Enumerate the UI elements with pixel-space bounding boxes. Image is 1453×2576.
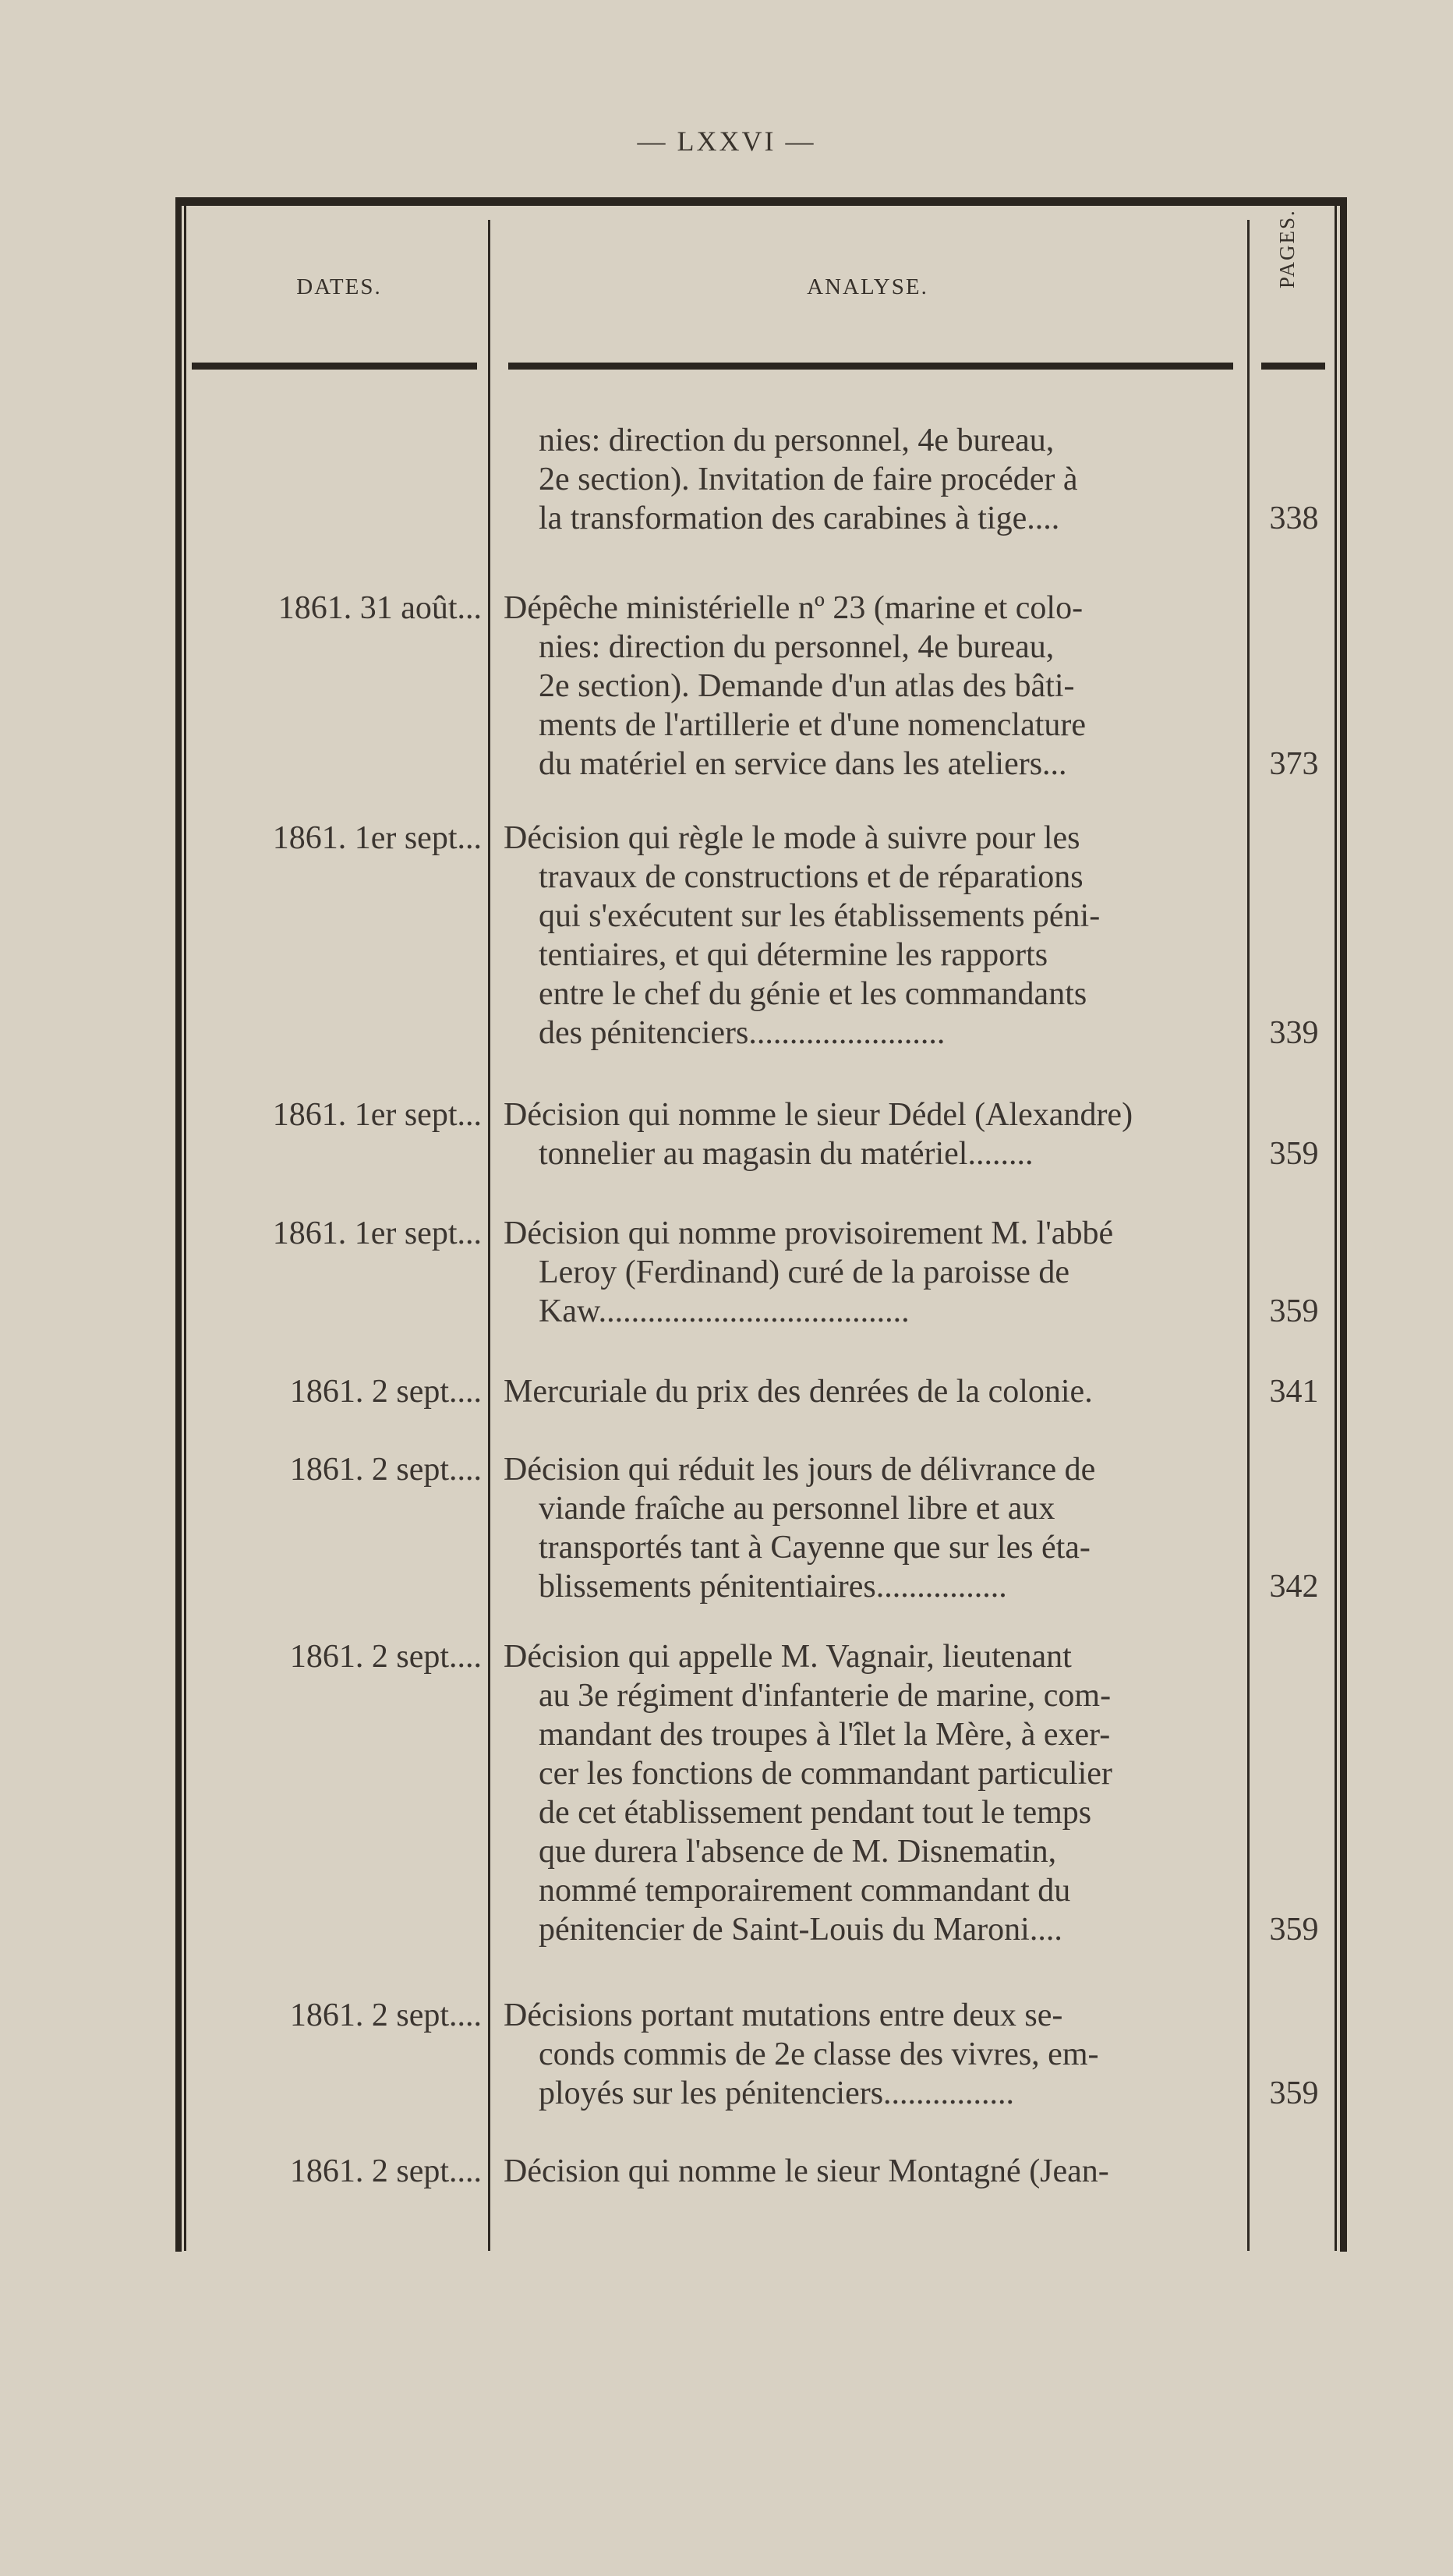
analysis-line: entre le chef du génie et les commandants — [539, 976, 1087, 1012]
page-header: — LXXVI — — [637, 126, 816, 157]
analysis-line: de cet établissement pendant tout le temps — [539, 1795, 1092, 1831]
header-rule-pages — [1261, 363, 1325, 370]
analysis-line: la transformation des carabines à tige.... — [539, 501, 1060, 536]
analysis-line: Décision qui appelle M. Vagnair, lieutenant — [504, 1639, 1072, 1675]
entry-date: 1861. 31 août... — [278, 590, 482, 626]
analysis-line: des pénitenciers........................ — [539, 1015, 946, 1051]
entry-analysis — [504, 819, 1239, 1053]
entry-page-number: 341 — [1269, 1374, 1319, 1410]
analysis-line: qui s'exécutent sur les établissements péni- — [539, 898, 1101, 934]
column-header-dates: DATES. — [296, 274, 382, 299]
entry-analysis — [504, 589, 1239, 784]
analysis-line: Leroy (Ferdinand) curé de la paroisse de — [539, 1254, 1070, 1290]
column-header-pages: PAGES. — [1275, 209, 1299, 288]
entry-analysis — [504, 1214, 1239, 1331]
analysis-line: viande fraîche au personnel libre et aux — [539, 1491, 1055, 1527]
header-rule-analyse — [508, 363, 1233, 370]
entry-page-number: 359 — [1269, 1912, 1319, 1948]
analysis-line: Décision qui nomme provisoirement M. l'abbé — [504, 1215, 1114, 1251]
analysis-line: Décisions portant mutations entre deux se- — [504, 1997, 1063, 2033]
entry-analysis — [504, 421, 1239, 538]
analysis-line: ments de l'artillerie et d'une nomenclature — [539, 707, 1087, 743]
entry-page-number: 373 — [1269, 746, 1319, 782]
analysis-line: ployés sur les pénitenciers................ — [539, 2075, 1015, 2111]
entry-page-number: 359 — [1269, 2075, 1319, 2111]
header-rule-dates — [192, 363, 477, 370]
analysis-line: transportés tant à Cayenne que sur les éta- — [539, 1530, 1091, 1566]
analysis-line: cer les fonctions de commandant particulier — [539, 1756, 1112, 1792]
analysis-line: au 3e régiment d'infanterie de marine, com- — [539, 1678, 1112, 1714]
analysis-line: Dépêche ministérielle nº 23 (marine et colo- — [504, 590, 1084, 626]
column-header-analyse: ANALYSE. — [807, 274, 928, 299]
entry-page-number: 339 — [1269, 1015, 1319, 1051]
analysis-line: Décision qui nomme le sieur Dédel (Alexandre) — [504, 1097, 1133, 1133]
entry-date: 1861. 2 sept.... — [289, 1452, 482, 1488]
entry-page-number: 359 — [1269, 1136, 1319, 1172]
frame-inner-right-rule — [1335, 204, 1337, 2251]
entry-analysis — [504, 1372, 1239, 1411]
entry-page-number: 359 — [1269, 1293, 1319, 1329]
entry-date: 1861. 2 sept.... — [289, 1374, 482, 1410]
analysis-line: Décision qui règle le mode à suivre pour les — [504, 820, 1080, 856]
analysis-line: que durera l'absence de M. Disnematin, — [539, 1834, 1057, 1870]
analysis-line: Décision qui nomme le sieur Montagné (Jean- — [504, 2153, 1109, 2189]
dates-column-divider — [488, 220, 490, 2251]
entry-analysis — [504, 1450, 1239, 1606]
entry-date: 1861. 1er sept... — [272, 1215, 482, 1251]
entry-page-number: 342 — [1269, 1569, 1319, 1605]
analysis-line: tentiaires, et qui détermine les rapports — [539, 937, 1048, 973]
analysis-line: Mercuriale du prix des denrées de la colonie. — [504, 1374, 1093, 1410]
analysis-line: nies: direction du personnel, 4e bureau, — [539, 423, 1055, 458]
entry-date: 1861. 1er sept... — [272, 1097, 482, 1133]
frame-inner-left-rule — [184, 204, 186, 2251]
analysis-line: nies: direction du personnel, 4e bureau, — [539, 629, 1055, 665]
analysis-line: 2e section). Invitation de faire procéder à — [539, 462, 1078, 497]
analysis-line: blissements pénitentiaires................ — [539, 1569, 1007, 1605]
analysis-line: 2e section). Demande d'un atlas des bâti- — [539, 668, 1075, 704]
analysis-line: pénitencier de Saint-Louis du Maroni.... — [539, 1912, 1062, 1948]
analysis-line: Décision qui réduit les jours de délivrance de — [504, 1452, 1096, 1488]
entry-analysis — [504, 2152, 1239, 2191]
analysis-line: tonnelier au magasin du matériel........ — [539, 1136, 1034, 1172]
entry-date: 1861. 2 sept.... — [289, 2153, 482, 2189]
analysis-line: Kaw...................................... — [539, 1293, 910, 1329]
entry-analysis — [504, 1095, 1239, 1173]
entry-analysis — [504, 1637, 1239, 1949]
entry-analysis — [504, 1996, 1239, 2113]
entry-date: 1861. 2 sept.... — [289, 1639, 482, 1675]
analysis-line: conds commis de 2e classe des vivres, em- — [539, 2036, 1099, 2072]
analysis-line: nommé temporairement commandant du — [539, 1873, 1071, 1909]
entry-date: 1861. 1er sept... — [272, 820, 482, 856]
entry-date: 1861. 2 sept.... — [289, 1997, 482, 2033]
analysis-line: du matériel en service dans les ateliers... — [539, 746, 1067, 782]
analysis-line: travaux de constructions et de réparations — [539, 859, 1084, 895]
entry-page-number: 338 — [1269, 501, 1319, 536]
pages-column-divider — [1247, 220, 1250, 2251]
analysis-line: mandant des troupes à l'îlet la Mère, à exer- — [539, 1717, 1111, 1753]
